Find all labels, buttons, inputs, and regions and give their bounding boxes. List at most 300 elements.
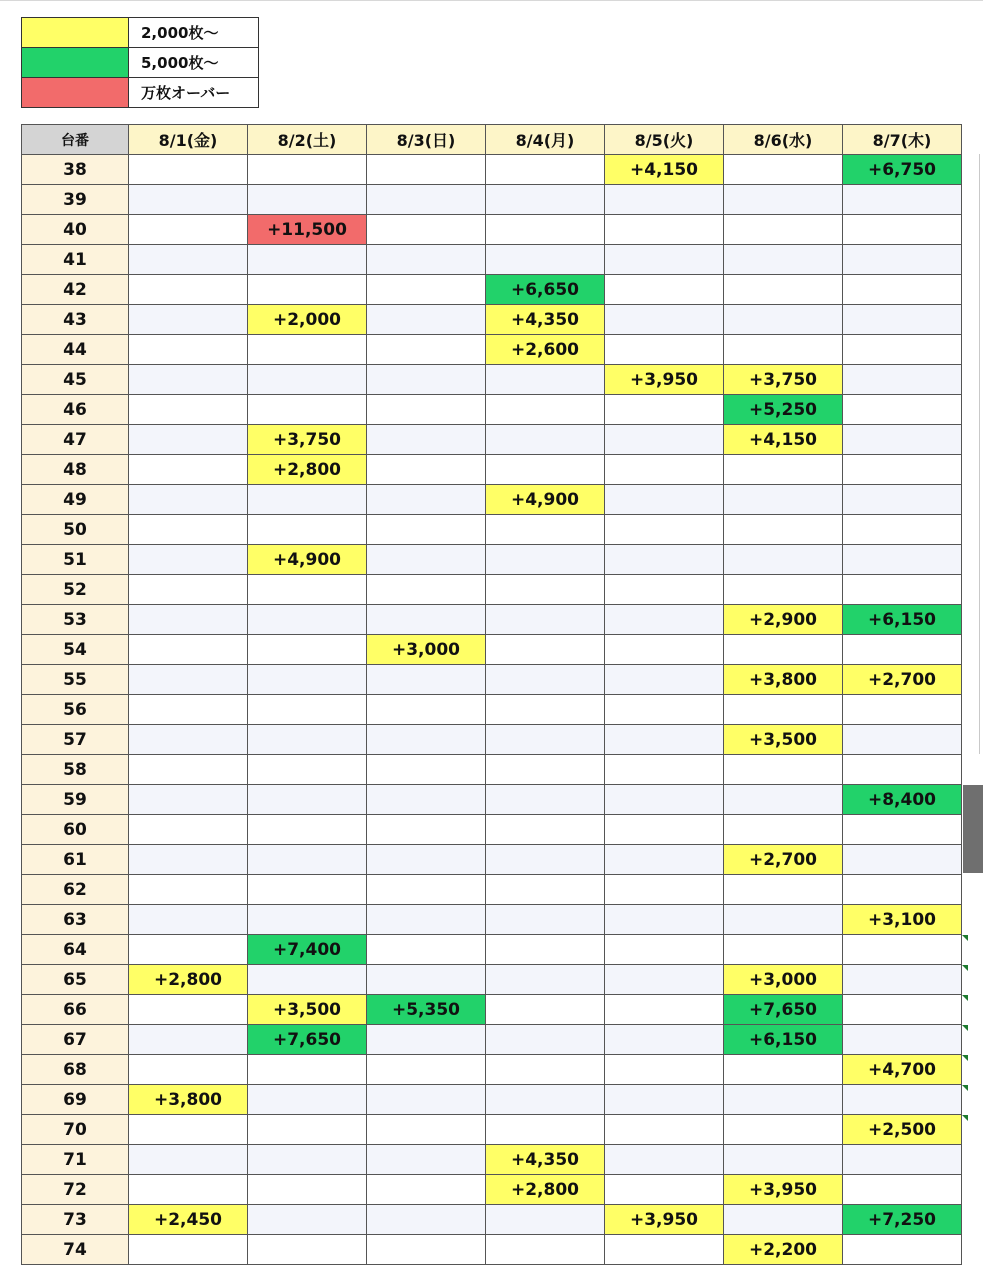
result-cell[interactable] xyxy=(486,635,605,665)
result-cell[interactable] xyxy=(129,695,248,725)
result-cell[interactable] xyxy=(724,635,843,665)
result-cell[interactable] xyxy=(843,305,962,335)
result-cell[interactable] xyxy=(724,485,843,515)
result-cell[interactable] xyxy=(724,875,843,905)
result-cell[interactable]: +5,350 xyxy=(367,995,486,1025)
result-cell[interactable] xyxy=(367,1055,486,1085)
result-cell[interactable] xyxy=(129,785,248,815)
result-cell[interactable]: +3,000 xyxy=(367,635,486,665)
result-cell[interactable] xyxy=(248,1145,367,1175)
result-cell[interactable] xyxy=(486,785,605,815)
result-cell[interactable] xyxy=(724,515,843,545)
result-cell[interactable]: +2,000 xyxy=(248,305,367,335)
machine-number-cell[interactable]: 69 xyxy=(22,1085,129,1115)
result-cell[interactable] xyxy=(367,845,486,875)
result-cell[interactable] xyxy=(129,485,248,515)
result-cell[interactable] xyxy=(486,185,605,215)
result-cell[interactable] xyxy=(724,575,843,605)
result-cell[interactable] xyxy=(248,665,367,695)
result-cell[interactable] xyxy=(605,515,724,545)
result-cell[interactable] xyxy=(248,515,367,545)
result-cell[interactable] xyxy=(129,305,248,335)
result-cell[interactable]: +2,700 xyxy=(724,845,843,875)
machine-number-cell[interactable]: 70 xyxy=(22,1115,129,1145)
result-cell[interactable] xyxy=(843,425,962,455)
machine-number-cell[interactable]: 61 xyxy=(22,845,129,875)
result-cell[interactable] xyxy=(367,1175,486,1205)
result-cell[interactable]: +3,750 xyxy=(724,365,843,395)
result-cell[interactable] xyxy=(367,1085,486,1115)
result-cell[interactable] xyxy=(367,215,486,245)
result-cell[interactable] xyxy=(367,935,486,965)
result-cell[interactable] xyxy=(367,455,486,485)
result-cell[interactable] xyxy=(843,395,962,425)
table-row xyxy=(22,455,962,485)
machine-number-cell[interactable]: 73 xyxy=(22,1205,129,1235)
result-cell[interactable] xyxy=(129,755,248,785)
result-cell[interactable] xyxy=(605,575,724,605)
result-cell[interactable] xyxy=(248,965,367,995)
result-cell[interactable] xyxy=(724,755,843,785)
result-cell[interactable] xyxy=(843,1235,962,1265)
machine-number-cell[interactable]: 40 xyxy=(22,215,129,245)
result-cell[interactable] xyxy=(129,515,248,545)
machine-number-cell[interactable]: 39 xyxy=(22,185,129,215)
result-cell[interactable] xyxy=(486,1085,605,1115)
result-cell[interactable] xyxy=(486,1205,605,1235)
result-cell[interactable] xyxy=(129,575,248,605)
machine-number-cell[interactable]: 48 xyxy=(22,455,129,485)
result-cell[interactable] xyxy=(724,155,843,185)
result-cell[interactable]: +6,150 xyxy=(724,1025,843,1055)
result-cell[interactable] xyxy=(367,485,486,515)
result-cell[interactable] xyxy=(605,995,724,1025)
result-cell[interactable] xyxy=(843,515,962,545)
result-cell[interactable] xyxy=(843,995,962,1025)
machine-number-cell[interactable]: 51 xyxy=(22,545,129,575)
result-cell[interactable] xyxy=(605,845,724,875)
result-cell[interactable] xyxy=(367,1235,486,1265)
result-cell[interactable] xyxy=(605,1055,724,1085)
result-cell[interactable] xyxy=(843,455,962,485)
machine-number-cell[interactable]: 57 xyxy=(22,725,129,755)
result-cell[interactable] xyxy=(248,755,367,785)
result-cell[interactable] xyxy=(248,575,367,605)
machine-number-cell[interactable]: 47 xyxy=(22,425,129,455)
result-cell[interactable]: +4,350 xyxy=(486,1145,605,1175)
result-cell[interactable] xyxy=(129,1055,248,1085)
result-cell[interactable] xyxy=(843,365,962,395)
result-cell[interactable] xyxy=(248,1205,367,1235)
result-cell[interactable] xyxy=(129,365,248,395)
result-cell[interactable] xyxy=(367,1025,486,1055)
result-cell[interactable] xyxy=(129,395,248,425)
result-cell[interactable] xyxy=(843,1175,962,1205)
result-cell[interactable]: +6,750 xyxy=(843,155,962,185)
machine-number-cell[interactable]: 65 xyxy=(22,965,129,995)
result-cell[interactable] xyxy=(129,335,248,365)
result-cell[interactable]: +3,500 xyxy=(248,995,367,1025)
result-cell[interactable] xyxy=(486,695,605,725)
result-cell[interactable] xyxy=(367,305,486,335)
result-cell[interactable] xyxy=(248,785,367,815)
result-cell[interactable] xyxy=(724,1085,843,1115)
result-cell[interactable] xyxy=(843,335,962,365)
result-cell[interactable] xyxy=(486,245,605,275)
result-cell[interactable] xyxy=(367,515,486,545)
machine-number-cell[interactable]: 74 xyxy=(22,1235,129,1265)
result-cell[interactable] xyxy=(248,275,367,305)
result-cell[interactable] xyxy=(724,785,843,815)
result-cell[interactable]: +3,800 xyxy=(724,665,843,695)
result-cell[interactable] xyxy=(367,575,486,605)
result-cell[interactable] xyxy=(248,485,367,515)
result-cell[interactable]: +2,500 xyxy=(843,1115,962,1145)
result-cell[interactable] xyxy=(129,845,248,875)
result-cell[interactable] xyxy=(605,215,724,245)
machine-number-cell[interactable]: 43 xyxy=(22,305,129,335)
result-cell[interactable] xyxy=(605,1175,724,1205)
result-cell[interactable] xyxy=(367,665,486,695)
result-cell[interactable] xyxy=(129,815,248,845)
result-cell[interactable] xyxy=(724,215,843,245)
result-cell[interactable]: +3,500 xyxy=(724,725,843,755)
result-cell[interactable]: +4,900 xyxy=(248,545,367,575)
scrollbar-thumb[interactable] xyxy=(963,785,983,873)
result-cell[interactable] xyxy=(843,695,962,725)
machine-number-cell[interactable]: 60 xyxy=(22,815,129,845)
result-cell[interactable] xyxy=(843,815,962,845)
result-cell[interactable] xyxy=(248,395,367,425)
result-cell[interactable] xyxy=(843,875,962,905)
result-cell[interactable] xyxy=(605,695,724,725)
result-cell[interactable] xyxy=(367,425,486,455)
result-cell[interactable] xyxy=(724,245,843,275)
result-cell[interactable] xyxy=(843,1145,962,1175)
result-cell[interactable] xyxy=(486,965,605,995)
result-cell[interactable] xyxy=(486,515,605,545)
result-cell[interactable] xyxy=(605,275,724,305)
result-cell[interactable] xyxy=(843,215,962,245)
result-cell[interactable] xyxy=(605,635,724,665)
result-cell[interactable] xyxy=(605,1115,724,1145)
result-cell[interactable] xyxy=(129,215,248,245)
result-cell[interactable] xyxy=(486,1115,605,1145)
result-cell[interactable] xyxy=(367,755,486,785)
result-cell[interactable] xyxy=(367,815,486,845)
result-cell[interactable] xyxy=(129,725,248,755)
result-cell[interactable] xyxy=(724,905,843,935)
result-cell[interactable] xyxy=(248,245,367,275)
result-cell[interactable] xyxy=(724,1115,843,1145)
result-cell[interactable] xyxy=(486,605,605,635)
result-cell[interactable]: +11,500 xyxy=(248,215,367,245)
result-cell[interactable] xyxy=(248,1085,367,1115)
result-cell[interactable] xyxy=(605,965,724,995)
machine-number-cell[interactable]: 41 xyxy=(22,245,129,275)
result-cell[interactable]: +3,950 xyxy=(724,1175,843,1205)
result-cell[interactable] xyxy=(486,845,605,875)
result-cell[interactable] xyxy=(248,1055,367,1085)
machine-number-cell[interactable]: 55 xyxy=(22,665,129,695)
result-cell[interactable] xyxy=(843,275,962,305)
result-cell[interactable] xyxy=(367,545,486,575)
result-cell[interactable] xyxy=(724,935,843,965)
result-cell[interactable]: +4,900 xyxy=(486,485,605,515)
machine-number-cell[interactable]: 72 xyxy=(22,1175,129,1205)
result-cell[interactable]: +8,400 xyxy=(843,785,962,815)
result-cell[interactable] xyxy=(129,245,248,275)
result-cell[interactable]: +6,650 xyxy=(486,275,605,305)
result-cell[interactable] xyxy=(248,1175,367,1205)
machine-number-cell[interactable]: 62 xyxy=(22,875,129,905)
result-cell[interactable] xyxy=(605,785,724,815)
result-cell[interactable] xyxy=(129,1025,248,1055)
result-cell[interactable] xyxy=(248,695,367,725)
result-cell[interactable] xyxy=(129,185,248,215)
table-row xyxy=(22,545,962,575)
result-cell[interactable] xyxy=(605,755,724,785)
machine-number-cell[interactable]: 67 xyxy=(22,1025,129,1055)
result-cell[interactable] xyxy=(486,365,605,395)
result-cell[interactable] xyxy=(724,1145,843,1175)
machine-number-cell[interactable]: 53 xyxy=(22,605,129,635)
result-cell[interactable]: +2,800 xyxy=(129,965,248,995)
result-cell[interactable]: +3,100 xyxy=(843,905,962,935)
machine-number-cell[interactable]: 45 xyxy=(22,365,129,395)
result-cell[interactable] xyxy=(605,455,724,485)
result-cell[interactable] xyxy=(367,965,486,995)
machine-number-cell[interactable]: 44 xyxy=(22,335,129,365)
result-cell[interactable] xyxy=(367,335,486,365)
machine-number-cell[interactable]: 54 xyxy=(22,635,129,665)
result-cell[interactable] xyxy=(129,605,248,635)
result-cell[interactable] xyxy=(843,965,962,995)
result-cell[interactable] xyxy=(843,575,962,605)
result-cell[interactable] xyxy=(486,665,605,695)
result-cell[interactable]: +2,800 xyxy=(486,1175,605,1205)
result-cell[interactable] xyxy=(486,995,605,1025)
result-cell[interactable] xyxy=(129,1175,248,1205)
result-cell[interactable] xyxy=(724,1205,843,1235)
result-cell[interactable] xyxy=(724,305,843,335)
result-cell[interactable] xyxy=(486,935,605,965)
result-cell[interactable]: +7,400 xyxy=(248,935,367,965)
result-cell[interactable] xyxy=(129,905,248,935)
result-cell[interactable] xyxy=(724,335,843,365)
result-cell[interactable] xyxy=(129,1115,248,1145)
result-cell[interactable]: +4,150 xyxy=(605,155,724,185)
result-cell[interactable] xyxy=(843,485,962,515)
result-cell[interactable]: +2,900 xyxy=(724,605,843,635)
result-cell[interactable]: +3,950 xyxy=(605,1205,724,1235)
result-cell[interactable] xyxy=(367,275,486,305)
result-cell[interactable] xyxy=(843,245,962,275)
result-cell[interactable] xyxy=(486,875,605,905)
result-cell[interactable] xyxy=(367,395,486,425)
result-cell[interactable] xyxy=(248,815,367,845)
result-cell[interactable] xyxy=(843,725,962,755)
result-cell[interactable] xyxy=(248,1115,367,1145)
result-cell[interactable]: +2,600 xyxy=(486,335,605,365)
result-cell[interactable] xyxy=(486,215,605,245)
result-cell[interactable] xyxy=(843,545,962,575)
result-cell[interactable]: +2,450 xyxy=(129,1205,248,1235)
table-row xyxy=(22,995,962,1025)
result-cell[interactable] xyxy=(248,185,367,215)
machine-number-cell[interactable]: 52 xyxy=(22,575,129,605)
result-cell[interactable] xyxy=(724,1055,843,1085)
result-cell[interactable] xyxy=(367,785,486,815)
result-cell[interactable]: +6,150 xyxy=(843,605,962,635)
result-cell[interactable] xyxy=(605,605,724,635)
result-cell[interactable] xyxy=(605,665,724,695)
result-cell[interactable] xyxy=(843,935,962,965)
result-cell[interactable]: +2,200 xyxy=(724,1235,843,1265)
result-cell[interactable] xyxy=(605,545,724,575)
result-cell[interactable] xyxy=(129,545,248,575)
machine-number-cell[interactable]: 46 xyxy=(22,395,129,425)
result-cell[interactable] xyxy=(605,1235,724,1265)
result-cell[interactable] xyxy=(605,245,724,275)
result-cell[interactable] xyxy=(605,1025,724,1055)
result-cell[interactable] xyxy=(486,1235,605,1265)
result-cell[interactable]: +3,800 xyxy=(129,1085,248,1115)
result-cell[interactable] xyxy=(486,575,605,605)
result-cell[interactable] xyxy=(129,665,248,695)
machine-number-cell[interactable]: 50 xyxy=(22,515,129,545)
result-cell[interactable]: +7,250 xyxy=(843,1205,962,1235)
result-cell[interactable] xyxy=(486,1055,605,1085)
result-cell[interactable] xyxy=(605,725,724,755)
result-cell[interactable] xyxy=(367,875,486,905)
result-cell[interactable] xyxy=(605,1145,724,1175)
result-cell[interactable] xyxy=(367,365,486,395)
result-cell[interactable] xyxy=(486,155,605,185)
result-cell[interactable] xyxy=(129,455,248,485)
machine-number-cell[interactable]: 56 xyxy=(22,695,129,725)
result-cell[interactable]: +3,950 xyxy=(605,365,724,395)
result-cell[interactable] xyxy=(129,635,248,665)
result-cell[interactable] xyxy=(129,275,248,305)
result-cell[interactable] xyxy=(843,635,962,665)
result-cell[interactable] xyxy=(367,1145,486,1175)
machine-number-cell[interactable]: 49 xyxy=(22,485,129,515)
result-cell[interactable] xyxy=(486,905,605,935)
result-cell[interactable] xyxy=(843,1085,962,1115)
machine-number-cell[interactable]: 42 xyxy=(22,275,129,305)
result-cell[interactable] xyxy=(367,1205,486,1235)
result-cell[interactable] xyxy=(843,755,962,785)
result-cell[interactable]: +3,750 xyxy=(248,425,367,455)
result-cell[interactable] xyxy=(724,545,843,575)
result-cell[interactable]: +4,350 xyxy=(486,305,605,335)
result-cell[interactable] xyxy=(843,185,962,215)
result-cell[interactable] xyxy=(605,485,724,515)
result-cell[interactable] xyxy=(724,455,843,485)
result-cell[interactable] xyxy=(248,155,367,185)
result-cell[interactable] xyxy=(248,875,367,905)
result-cell[interactable]: +3,000 xyxy=(724,965,843,995)
result-cell[interactable]: +7,650 xyxy=(248,1025,367,1055)
result-cell[interactable] xyxy=(486,425,605,455)
result-cell[interactable]: +7,650 xyxy=(724,995,843,1025)
result-cell[interactable] xyxy=(486,1025,605,1055)
result-cell[interactable] xyxy=(843,1025,962,1055)
result-cell[interactable] xyxy=(486,755,605,785)
machine-number-cell[interactable]: 38 xyxy=(22,155,129,185)
result-cell[interactable] xyxy=(367,605,486,635)
result-cell[interactable] xyxy=(367,725,486,755)
result-cell[interactable] xyxy=(129,1145,248,1175)
result-cell[interactable] xyxy=(248,845,367,875)
result-cell[interactable] xyxy=(129,155,248,185)
result-cell[interactable] xyxy=(248,905,367,935)
result-cell[interactable] xyxy=(605,935,724,965)
result-cell[interactable]: +4,700 xyxy=(843,1055,962,1085)
result-cell[interactable] xyxy=(367,1115,486,1145)
result-cell[interactable] xyxy=(486,815,605,845)
machine-number-cell[interactable]: 58 xyxy=(22,755,129,785)
machine-number-cell[interactable]: 64 xyxy=(22,935,129,965)
result-cell[interactable]: +2,800 xyxy=(248,455,367,485)
result-cell[interactable] xyxy=(129,995,248,1025)
machine-number-cell[interactable]: 63 xyxy=(22,905,129,935)
result-cell[interactable] xyxy=(486,395,605,425)
result-cell[interactable] xyxy=(605,335,724,365)
result-cell[interactable] xyxy=(605,185,724,215)
result-cell[interactable] xyxy=(724,695,843,725)
machine-number-cell[interactable]: 59 xyxy=(22,785,129,815)
result-cell[interactable] xyxy=(248,1235,367,1265)
result-cell[interactable] xyxy=(129,935,248,965)
result-cell[interactable] xyxy=(605,815,724,845)
result-cell[interactable] xyxy=(129,875,248,905)
result-cell[interactable]: +2,700 xyxy=(843,665,962,695)
result-cell[interactable] xyxy=(367,245,486,275)
result-cell[interactable] xyxy=(724,275,843,305)
result-cell[interactable] xyxy=(486,455,605,485)
result-cell[interactable] xyxy=(724,185,843,215)
result-cell[interactable] xyxy=(605,875,724,905)
result-cell[interactable] xyxy=(248,335,367,365)
result-cell[interactable] xyxy=(248,365,367,395)
result-cell[interactable] xyxy=(129,425,248,455)
result-cell[interactable] xyxy=(248,605,367,635)
result-cell[interactable] xyxy=(486,725,605,755)
result-cell[interactable] xyxy=(605,395,724,425)
result-cell[interactable]: +5,250 xyxy=(724,395,843,425)
result-cell[interactable] xyxy=(129,1235,248,1265)
result-cell[interactable] xyxy=(724,815,843,845)
result-cell[interactable] xyxy=(367,695,486,725)
machine-number-cell[interactable]: 71 xyxy=(22,1145,129,1175)
result-cell[interactable] xyxy=(605,425,724,455)
machine-number-cell[interactable]: 66 xyxy=(22,995,129,1025)
result-cell[interactable] xyxy=(605,1085,724,1115)
result-cell[interactable] xyxy=(486,545,605,575)
result-cell[interactable] xyxy=(605,305,724,335)
result-cell[interactable]: +4,150 xyxy=(724,425,843,455)
result-cell[interactable] xyxy=(367,905,486,935)
result-cell[interactable] xyxy=(248,725,367,755)
result-cell[interactable] xyxy=(367,155,486,185)
result-cell[interactable] xyxy=(248,635,367,665)
result-cell[interactable] xyxy=(843,845,962,875)
result-cell[interactable] xyxy=(605,905,724,935)
result-cell[interactable] xyxy=(367,185,486,215)
machine-number-cell[interactable]: 68 xyxy=(22,1055,129,1085)
